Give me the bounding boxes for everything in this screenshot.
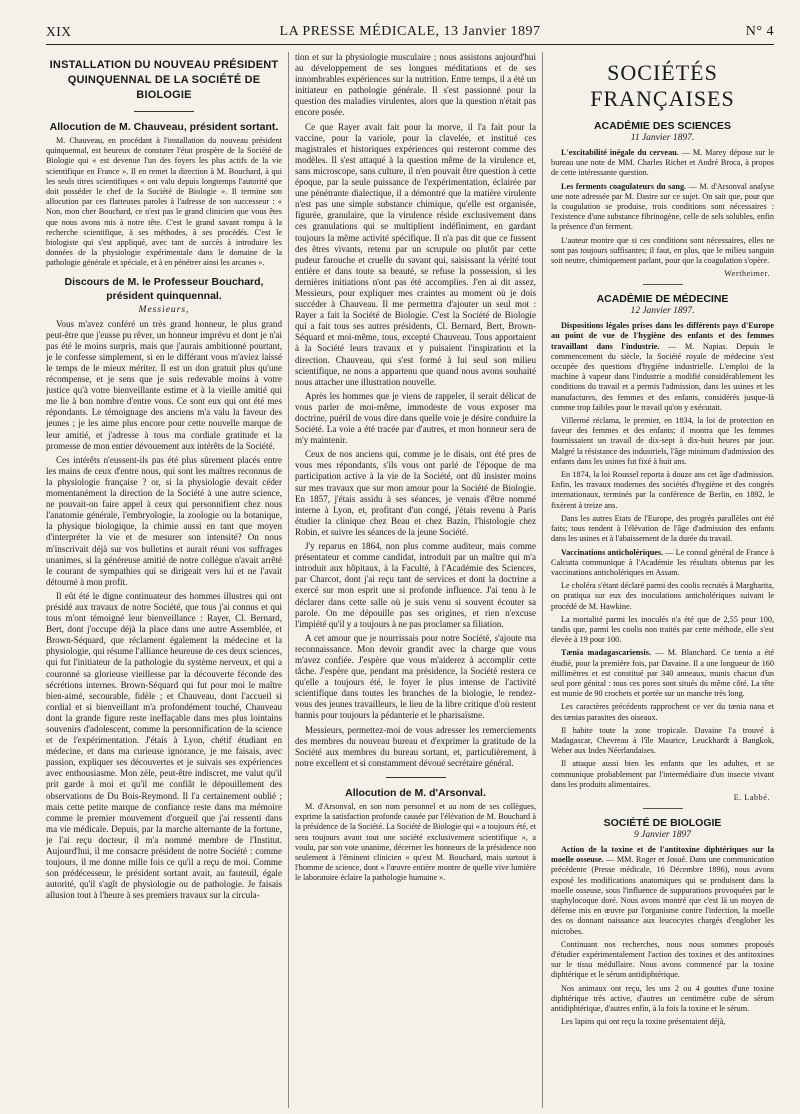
session-date: 12 Janvier 1897. — [630, 306, 695, 317]
paragraph: A cet amour que je nourrissais pour notre Société, s'ajoute ma reconnaissance. Mon devoir grandit avec la charge que vous m'avez confiée. J'espère que vous m'aiderez à accomplir cette tâche. J'espère que, pendant ma présidence, la Société restera ce qu'elle a toujours été, le foyer le plus intense de l'activité scientifique dans toutes les branches de la biologie, le rendez-vous des jeunes travailleurs, le lieu de la libre critique d'où restent bannis pour toujours la pédanterie et le pharisaïsme. — [295, 632, 536, 721]
paragraph: Les lapins qui ont reçu la toxine présentaient déjà, — [561, 1017, 726, 1027]
paragraph: Villermé réclama, le premier, en 1834, la loi de protection en faveur des femmes et des enfants; il montra que les femmes fournissaient un travail de dix-sept à dix-huit heures par jour. Malgré la résistance des industriels, l'âge minimum d'admission des enfants dans les usines fut fixé à huit ans. — [551, 416, 774, 466]
columns — [46, 52, 774, 1108]
page-number: XIX — [46, 24, 72, 39]
paragraph: Ce que Rayer avait fait pour la morve, il l'a fait pour la vaccine, pour la variole, pour la clavelée, et institué ces magistrales et historiques expériences qui resteront comme des modèles. Il s'est attaqué à la question même de la virulence et, sans microscope, sans culture, il n'en pouvait être question à cette époque, par la seule puissance de l'expérimentation, éclairée par une pénétrante dialectique, il a démontré que la matière virulente n'est pas une simple substance chimique, qu'elle est organisée, figurée, granulaire, que la virulence réside exclusivement dans ces granulations qui se multiplient indéfiniment, en gardant toujours la même activité spécifique. Il n'a pas dit que ce fussent des êtres vivants, retenu par un scrupule ou plutôt par cette pudeur farouche et cruelle du savant qui, saisissant la vérité tout entière et dans toute sa beauté, se refuse la possession, si les dernières initiations n'ont pas été accomplies. J'en ai dit assez, Messieurs, pour expliquer mes craintes au moment où je dois succéder à Chauveau. Il me permettra d'ajouter un seul mot : Rayer a fait la Société de Biologie. C'est la Société de Biologie qui a fait tous ses autres présidents, Cl. Bernard, Bert, Brown-Séquard et moi-même, tous, excepté Chauveau. Tous apportaient à la Société leurs travaux et y puisaient l'inspiration et la direction. Chauveau, qui s'est formé à lui seul son milieu scientifique, ne nous a appartenu que quand nous avons souhaité nous attacher une illustration nouvelle. — [295, 121, 536, 387]
item-heading: Les ferments coagulateurs du sang. — [561, 181, 687, 191]
divider — [386, 777, 446, 778]
paragraph: La mortalité parmi les inoculés n'a été que de 2,55 pour 100, tandis que, parmi les coolis non traités par cette méthode, elle s'est élevée à 19 pour 100. — [551, 614, 774, 645]
allocution-chauveau-text: M. Chauveau, en procédant à l'installation du nouveau président quinquennal, est heureux de constater l'état prospère de la Société de Biologie qui « est devenue l'un des foyers les plus actifs de la vie scientifique en France ». Il en remet la direction à M. Bouchard, à qui les seuls titres scientifiques « ont valu depuis longtemps l'autorité que doit posséder le chef de la Société de Biologie ». Il termine son allocution par ces flatteuses paroles à l'adresse de son successeur : « Non, mon cher Bouchard, ce n'est pas le grand clinicien que vous êtes que nous avons mis à notre tête. C'est le grand savant rompu à la recherche scientifique, à ses méthodes, à ses procédés. C'est le biologiste qui s'est appliqué, avec tant de succès à introduire les données de la physiologie expérimentale dans le domaine de la pathologie générale et spéciale, et à en pénétrer ainsi les arcanes ». — [46, 136, 282, 268]
running-header — [46, 22, 774, 42]
paragraph: J'y reparus en 1864, non plus comme auditeur, mais comme présentateur et comme candidat, introduit par un maître qui m'a introduit aux hôpitaux, à la Faculté, à l'Académie des Sciences, par Charcot, dont j'ai reçu tant de services et dont la doctrine a exercé sur mon esprit une si profonde influence. J'ai tenu à le déclarer dans cette salle où je suis venu si souvent écouter sa parole. On me dépouille pas ses origines, et rien n'excuse l'impiété qu'il y a toujours à ne pas proclamer sa filiation. — [295, 541, 536, 629]
paragraph: Ceux de nos anciens qui, comme je le disais, ont été pres de vous mes répondants, s'ils vous ont parlé de l'époque de ma participation active à la vie de la Société, ont dû insister moins sur mes travaux que sur mon amour pour la Société de Biologie. En 1857, j'étais assidu à ses séances, je venais d'être nommé interne à Lyon, et, profitant d'un congé, j'étais revenu à Paris étudier la clinique chez Beau et chez Bazin, l'histologie chez Robin, et suivre les séances de la jeune Société. — [295, 449, 536, 537]
item-heading: Vaccinations anticholériques. — [561, 547, 664, 557]
allocution-chauveau-title: Allocution de M. Chauveau, président sortant. — [49, 121, 279, 133]
signature: E. Labbé. — [733, 792, 770, 802]
paragraph: Il habite toute la zone tropicale. Davaine l'a trouvé à Madagascar, Chevreau à l'île Maurice, Leuckhardt à Bangkok, Weber aux Indes Néerlandaises. — [551, 725, 774, 756]
section-title: SOCIÉTÉS FRANÇAISES — [590, 60, 735, 111]
paragraph: L'auteur montre que si ces conditions sont nécessaires, elles ne sont pas toujours suffisantes; il faut, en plus, que le milieu sanguin soit neutre, chimiquement parlant, pour que la coagulation s'opère. — [551, 235, 774, 266]
paragraph: Nos animaux ont reçu, les uns 2 ou 4 gouttes d'une toxine diphtérique très active, d'autres un centimètre cube de sérum antidiphtérique, d'autres enfin, à la fois la toxine et le sérum. — [551, 983, 774, 1014]
paragraph: tion et sur la physiologie musculaire ; nous assistons aujourd'hui au développement de ses longues méditations et de ses innombrables expériences sur la nutrition. Entre temps, il a été un initiateur en pathologie générale. Il s'est passionné pour la question des maladies virulentes, alors que la question n'était pas encore posée. — [295, 52, 536, 118]
header-rule — [46, 44, 774, 45]
paragraph: En 1874, la loi Roussel reporta à douze ans cet âge d'admission. Enfin, les travaux modernes des sociétés d'hygiène et des congrès internationaux, terminés par la conférence de Berlin, en 1892, le fixèrent à treize ans. — [551, 470, 774, 510]
column-1 — [46, 52, 288, 1108]
item-heading: Action de la toxine et de l'antitoxine diphtériques sur la moelle osseuse. — [551, 844, 774, 865]
divider — [134, 111, 194, 112]
item-text: — M. d'Arsonval analyse une note adressée par M. Dastre sur ce sujet. On sait que, pour que la coagulation se produise, trois conditions sont nécessaires : l'existence d'une substance fibrinogène, celle de sels solubles, enfin la présence d'un ferment. — [551, 181, 774, 232]
session-date: 9 Janvier 1897 — [634, 829, 691, 840]
item-text: — M. Blanchard. Ce tænia a été étudié, pour la première fois, par Davaine. Il a une longueur de 160 millimètres et est constitué par 340 anneaux, munis chacun d'un seul pore génital : tous ces pores sont situés du même côté. La tête est munie de 90 crochets et portée sur un manche très long. — [551, 648, 774, 699]
column-3 — [542, 52, 774, 1108]
issue-number: N° 4 — [745, 24, 774, 39]
paragraph: Messieurs, permettez-moi de vous adresser les remerciements des membres du nouveau bureau et d'exprimer la gratitude de la Société aux membres du bureau sortant, et, particulièrement, à notre excellent et si constamment dévoué secrétaire général. — [295, 724, 536, 768]
session-date: 11 Janvier 1897. — [630, 133, 695, 143]
allocution-arsonval-text: M. d'Arsonval, en son nom personnel et au nom de ses collègues, exprime la satisfaction profonde causée par l'élévation de M. Bouchard à la présidence de la Société. La Société de Biologie qui « a toujours été, et sera toujours avant tout une société exclusivement scientifique », a voulu, par son vote unanime, décerner les honneurs de la présidence non seulement à l'éminent clinicien « qu'est M. Bouchard, mais surtout à l'homme de science, dont « l'œuvre entière montre de quelle vive lumière le laboratoire éclaire la pathologie humaine ». — [295, 801, 536, 883]
paragraph: Il eût été le digne continuateur des hommes illustres qui ont présidé aux travaux de notre Société, que tous j'ai connus et qui tous m'ont témoigné leur bienveillance : Rayer, Cl. Bernard, Bert, dont j'occupe déjà la place dans une autre Assemblée, et Brown-Séquard, que réclament également la médecine et la physiologie, qui résume l'alliance heureuse de ces deux sciences, qui fut l'initiateur de la pathologie du système nerveux, et qui a couronné sa glorieuse vieillesse par la découverte féconde des sécrétions internes. Brown-Séquard qui fut pour moi le maître bien-aimé, secourable, fidèle ; et Chauveau, dont l'accueil si cordial et si bienveillant m'a profondément touché, Chauveau dont la grande figure reste ineffaçable dans mes plus lointains souvenirs d'adolescent, comme la personnification de la science et de l'expérimentation. J'étais à Lyon, chétif étudiant en médecine, et dans ma curieuse ignorance, je me faisais, avec passion, expliquer ses découvertes et je suivais ses expériences avec enthousiasme. Mon zèle, peut-être indiscret, me valut qu'il prit garde à moi et qu'il me confiât le dépouillement des observations de Du Bois-Reymond. Il l'a certainement oublié ; mais cette petite marque de confiance reste dans ma mémoire comme le premier mouvement d'orgueil que j'ai ressenti dans ma vie médicale. Depuis, par la marche alternante de la fortune, je l'ai reçu docteur, il m'a nommé membre de l'Institut. Aujourd'hui, il me consacre président de notre Société : comme toujours, il me donne mille fois ce qu'il a reçu de moi. Comme son prédécesseur, le président sortant avait, au fauteuil, égale autorité, qu'il s'agît de physiologie ou de pathologie. Je faisais allusion tout à l'heure à ses premiers travaux sur la circula- — [46, 590, 282, 901]
item-text: — M. Napias. Depuis le commencement du siècle, la Société royale de médecine s'est occupée des questions d'hygiène industrielle. L'emploi de la machine à vapeur dans l'industrie a modifié considérablement les conditions du travail et a permis l'admission, dans les usines et les manufactures, des femmes et des enfants, considérés jusque-là comme trop faibles pour le travail qu'on y exécutait. — [551, 341, 774, 412]
paragraph: Après les hommes que je viens de rappeler, il serait délicat de vous parler de moi-même, immodeste de vous exposer ma doctrine, puéril de vous dire dans quelle voie je désire conduire la Société. La voie a été tracée par d'autres, et mon honneur sera de m'y maintenir. — [295, 390, 536, 446]
item-heading: Tænia madagascariensis. — [561, 648, 652, 658]
item-heading: Dispositions légales prises dans les différents pays d'Europe au point de vue de l'hygiène des enfants et des femmes travaillant dans l'industrie. — [551, 321, 774, 351]
paragraph: Ces intérêts n'eussent-ils pas été plus sûrement placés entre les mains de ceux d'entre nous, qui sont les maîtres reconnus de la physiologie française ? or, si la physiologie devait céder momentanément la direction de la Société à une autre science, ne pouvait-on faire appel à ceux qui personnifient chez nous l'anatomie générale, l'embryologie, la zoologie ou la botanique, la physique biologique, la chimie aussi en tant que moyen d'interpréter la vie et de mesurer son intensité? On nous m'inscrivait déjà sur vos bulletins et aurait réuni vos suffrages unanimes, si la généreuse amitié de notre collègue n'avait arrêté le courant de sympathies qui se dirigeait vers lui et ne l'avait détourné à mon profit. — [46, 454, 282, 587]
item-text: — M. Marey dépose sur le bureau une note de MM. Charles Richet et André Broca, à propos de cette intéressante question. — [551, 148, 774, 178]
paragraph: Dans les autres Etats de l'Europe, des progrès parallèles ont été faits; tous tendent à l'élévation de l'âge d'admission des enfants dans les usines et à l'abaissement de la durée du travail. — [551, 513, 774, 544]
paragraph: Vous m'avez conféré un très grand honneur, le plus grand peut-être que j'eusse pu rêver, un honneur imprévu et dont je n'ai pas été le moins surpris, mais que j'aurais ambitionné pourtant, je le confesse simplement, si en le différant vous m'aviez laissé le temps de le mieux mériter. Il est un don gratuit plus qu'une récompense, et je sens que je suis redevable moins à votre justice qu'à votre bienveillante estime et à la vieille amitié qui me lie à bon nombre d'entre vous. Ce sont eux qui ont été mes répondants. Le témoignage des anciens m'a valu la faveur des jeunes ; je les aime plus encore pour cette nouvelle marque de leur amitié, et j'adresse à tous ma cordiale gratitude et la promesse de mon entier dévouement aux intérêts de la Société. — [46, 318, 282, 451]
academie-sciences-heading: ACADÉMIE DES SCIENCES — [593, 120, 732, 132]
paragraph: Continuant nos recherches, nous nous sommes proposés d'étudier expérimentalement l'action des toxines et des antitoxines sur le tissu médullaire. Nous avons commencé par la toxine diphtérique et le sérum antidiphtérique. — [551, 939, 774, 980]
column-2 — [288, 52, 542, 1108]
item-text: — MM. Roger et Josué. Dans une communication précédente (Presse médicale, 16 Décembre 1896), nous avons exposé les modifications anatomiques qui se produisent dans la moelle osseuse, sous l'influence de suppurations provoquées par le staphylocoque doré. Nous avons montré que c'est là un moyen de défense mis en œuvre par l'organisme contre l'infection, la moelle des os donnant naissance aux leucocytes chargés d'englober les microbes. — [551, 855, 774, 936]
item-text: — Le consul général de France à Calcutta communique à l'Académie les résultats obtenus par les vaccinations anticholériques en Assam. — [551, 547, 774, 577]
article-title: INSTALLATION DU NOUVEAU PRÉSIDENT QUINQUENNAL DE LA SOCIÉTÉ DE BIOLOGIE — [49, 59, 279, 101]
salutation: Messieurs, — [138, 304, 190, 315]
discours-bouchard-title: Discours de M. le Professeur Bouchard, président quinquennal. — [64, 275, 264, 302]
societe-biologie-heading: SOCIÉTÉ DE BIOLOGIE — [603, 816, 722, 829]
signature: Wertheimer. — [724, 269, 770, 279]
academie-medecine-heading: ACADÉMIE DE MÉDECINE — [596, 293, 729, 306]
allocution-arsonval-title: Allocution de M. d'Arsonval. — [345, 786, 486, 799]
item-heading: L'excitabilité inégale du cerveau. — [561, 148, 679, 157]
paragraph: Il attaque aussi bien les enfants que les adultes, et se communique probablement par l'intermédiaire d'un insecte vivant dans les produits alimentaires. — [551, 759, 774, 789]
divider — [643, 284, 683, 285]
journal-title: LA PRESSE MÉDICALE, 13 Janvier 1897 — [279, 24, 541, 39]
paragraph: Le choléra s'étant déclaré parmi des coolis recrutés à Margharita, on pratiqua sur eux des inoculations anticholériques suivant le procédé de M. Hawkine. — [551, 581, 774, 611]
paragraph: Les caractères précédents rapprochent ce ver du tænia nana et des tænias parasites des oiseaux. — [551, 702, 774, 722]
divider — [643, 808, 683, 809]
